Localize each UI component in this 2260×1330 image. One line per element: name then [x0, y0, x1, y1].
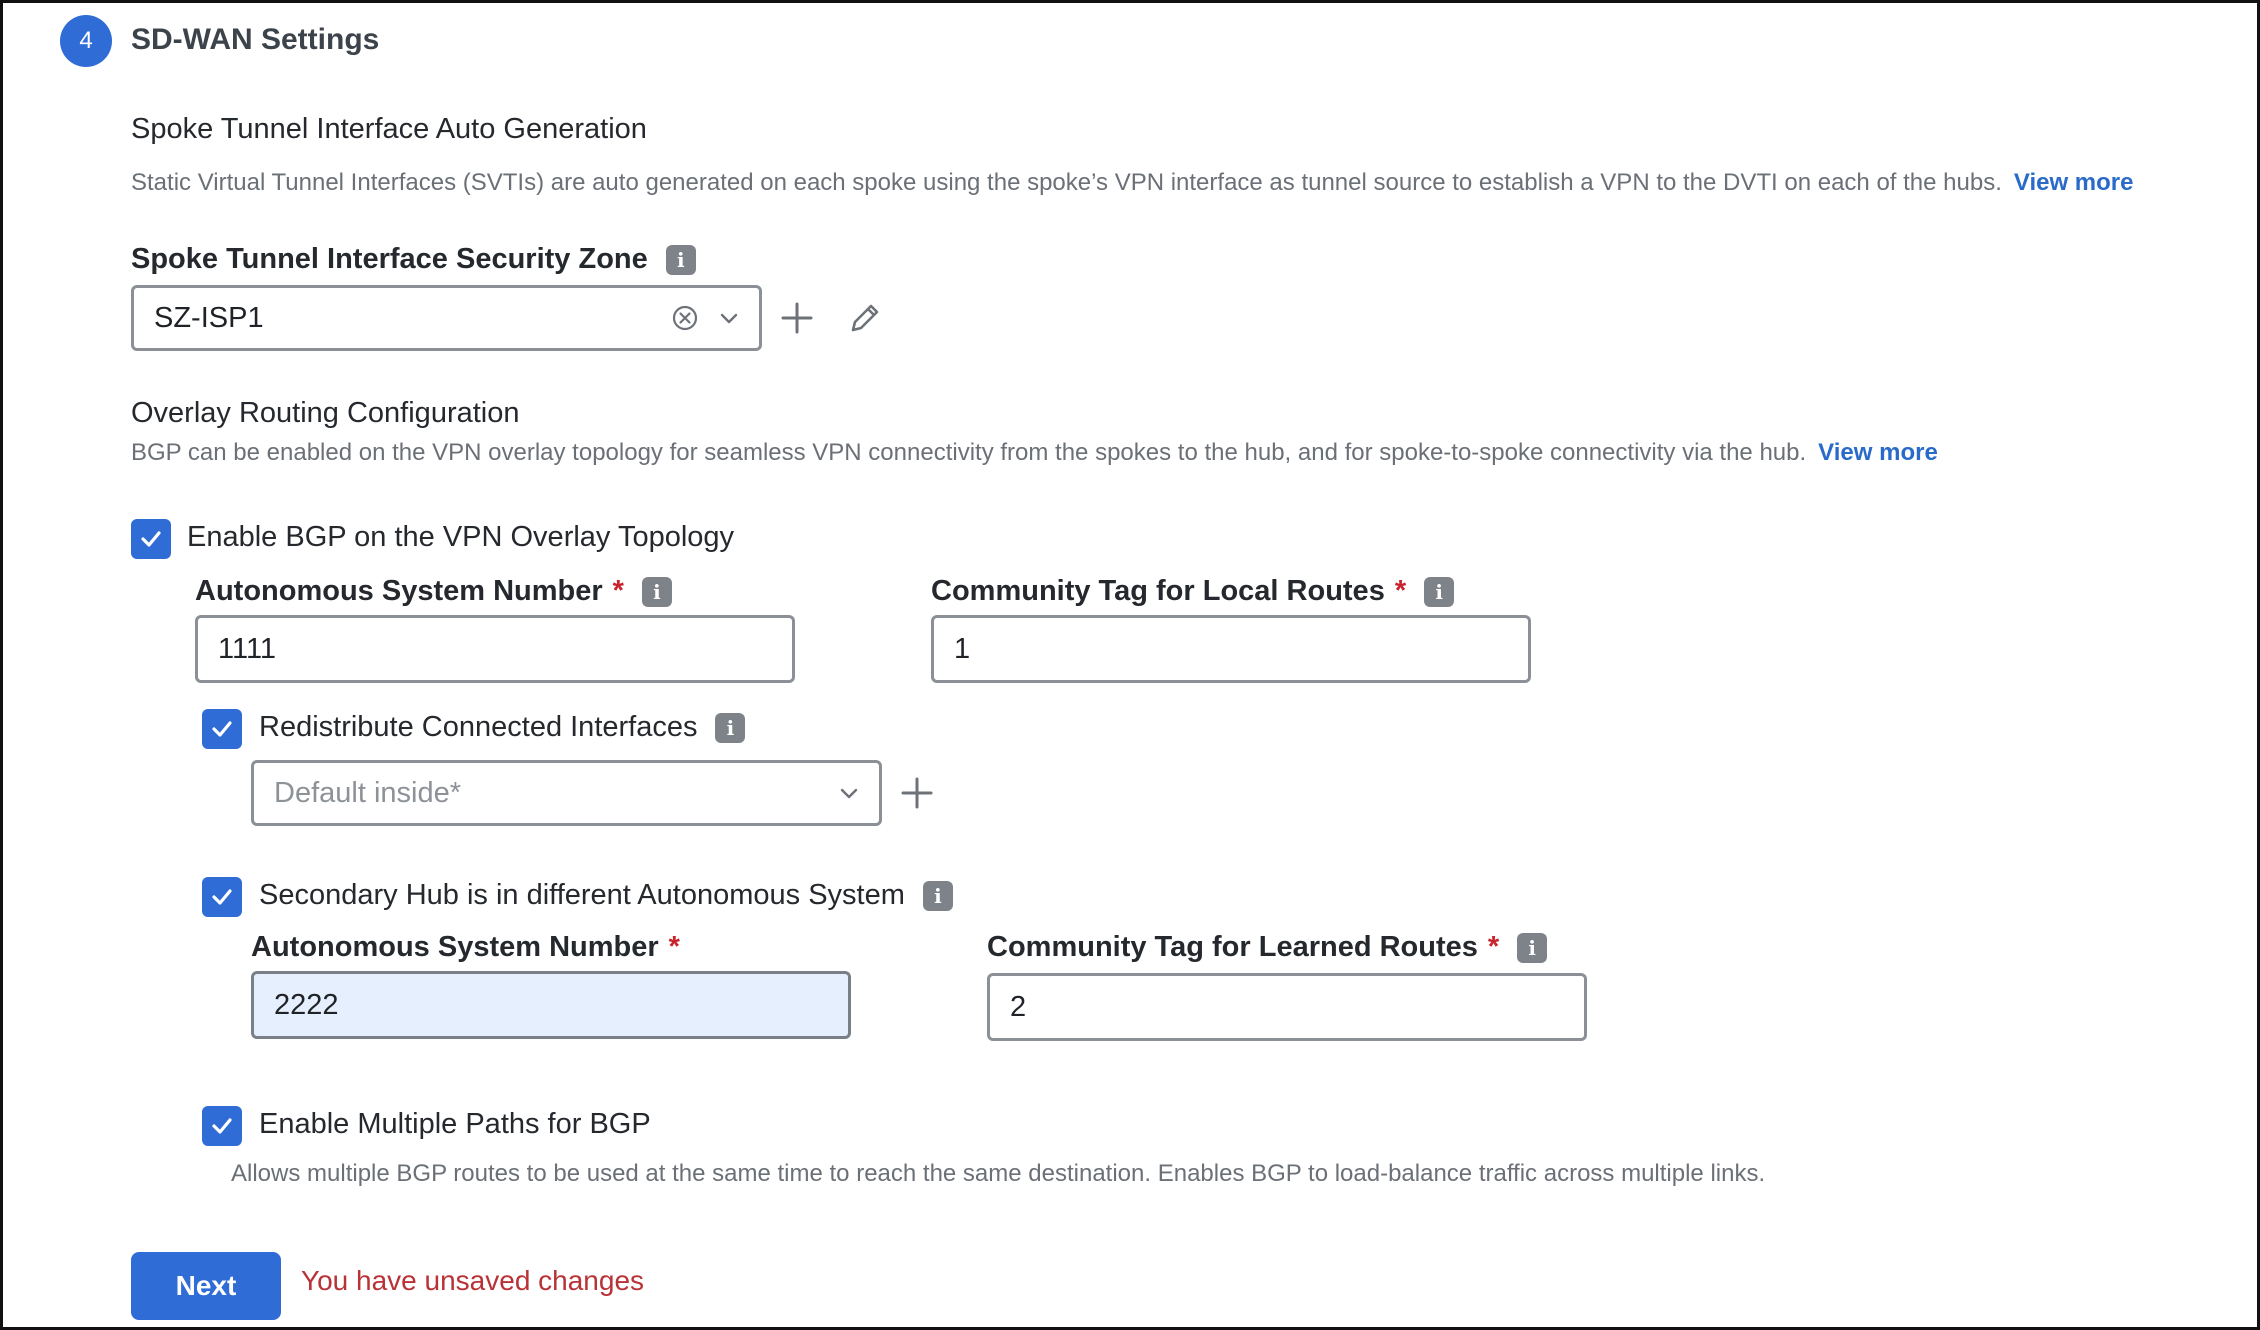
community-learned-label-text: Community Tag for Learned Routes: [987, 931, 1478, 963]
community-learned-input[interactable]: [987, 973, 1587, 1041]
secondary-hub-checkbox[interactable]: [202, 877, 242, 917]
checkmark-icon: [209, 1113, 235, 1139]
enable-bgp-checkbox[interactable]: [131, 519, 171, 559]
security-zone-label-text: Spoke Tunnel Interface Security Zone: [131, 243, 648, 275]
edit-security-zone-pencil-icon[interactable]: [845, 298, 885, 338]
add-interface-plus-icon[interactable]: [897, 773, 937, 813]
secondary-hub-label-text: Secondary Hub is in different Autonomous System: [259, 879, 905, 911]
spoke-tunnel-description-text: Static Virtual Tunnel Interfaces (SVTIs) are auto generated on each spoke using the spoke’s VPN interface as tunnel source to establish a VPN to the DVTI on each of the hubs.: [131, 169, 2002, 196]
community-local-label-text: Community Tag for Local Routes: [931, 575, 1385, 607]
required-marker: *: [612, 575, 624, 607]
chevron-down-icon[interactable]: [717, 306, 741, 330]
step-number-badge: 4: [60, 15, 112, 67]
clear-circle-icon[interactable]: [671, 304, 699, 332]
multipath-description: Allows multiple BGP routes to be used at the same time to reach the same destination. Enables BGP to load-balance traffic across multiple links.: [231, 1160, 1766, 1187]
checkmark-icon: [209, 884, 235, 910]
secondary-asn-input[interactable]: [251, 971, 851, 1039]
info-icon[interactable]: i: [1517, 933, 1547, 963]
spoke-tunnel-view-more-link[interactable]: View more: [2013, 169, 2134, 196]
multipath-checkbox[interactable]: [202, 1106, 242, 1146]
secondary-asn-label: [251, 931, 680, 964]
asn-input[interactable]: [195, 615, 795, 683]
required-marker: *: [1487, 931, 1500, 963]
enable-bgp-label: Enable BGP on the VPN Overlay Topology: [187, 521, 735, 553]
security-zone-select[interactable]: [131, 285, 762, 351]
section-title: SD-WAN Settings: [131, 23, 380, 56]
info-icon[interactable]: i: [666, 245, 696, 275]
secondary-hub-label: [259, 879, 953, 912]
next-button[interactable]: Next: [131, 1252, 281, 1320]
info-icon[interactable]: i: [715, 713, 745, 743]
overlay-routing-description: [131, 439, 1938, 467]
redistribute-placeholder: Default inside*: [274, 776, 461, 809]
add-security-zone-plus-icon[interactable]: [777, 298, 817, 338]
required-marker: *: [668, 931, 680, 963]
redistribute-checkbox[interactable]: [202, 709, 242, 749]
overlay-routing-title: Overlay Routing Configuration: [131, 397, 520, 429]
overlay-routing-view-more-link[interactable]: View more: [1818, 439, 1938, 466]
redistribute-select[interactable]: [251, 760, 882, 826]
community-local-value: 1: [954, 632, 971, 665]
community-local-label: [931, 575, 1454, 608]
asn-value: 1111: [218, 632, 277, 665]
required-marker: *: [1394, 575, 1407, 607]
secondary-asn-label-text: Autonomous System Number: [251, 931, 659, 963]
community-local-input[interactable]: [931, 615, 1531, 683]
security-zone-value: SZ-ISP1: [154, 301, 264, 334]
spoke-tunnel-title: Spoke Tunnel Interface Auto Generation: [131, 113, 647, 145]
asn-label: [195, 575, 672, 608]
community-learned-value: 2: [1010, 990, 1027, 1023]
security-zone-label: [131, 243, 696, 276]
checkmark-icon: [138, 526, 164, 552]
redistribute-label-text: Redistribute Connected Interfaces: [259, 711, 698, 743]
checkmark-icon: [209, 716, 235, 742]
info-icon[interactable]: i: [1424, 577, 1454, 607]
info-icon[interactable]: i: [642, 577, 672, 607]
multipath-label: Enable Multiple Paths for BGP: [259, 1108, 651, 1140]
asn-label-text: Autonomous System Number: [195, 575, 603, 607]
chevron-down-icon[interactable]: [837, 781, 861, 805]
redistribute-label: [259, 711, 745, 744]
info-icon[interactable]: i: [923, 881, 953, 911]
secondary-asn-value: 2222: [274, 988, 339, 1021]
community-learned-label: [987, 931, 1547, 964]
overlay-routing-description-text: BGP can be enabled on the VPN overlay topology for seamless VPN connectivity from the spokes to the hub, and for spoke-to-spoke connectivity via the hub.: [131, 439, 1807, 466]
spoke-tunnel-description: [131, 169, 2134, 197]
unsaved-changes-message: You have unsaved changes: [301, 1265, 645, 1296]
